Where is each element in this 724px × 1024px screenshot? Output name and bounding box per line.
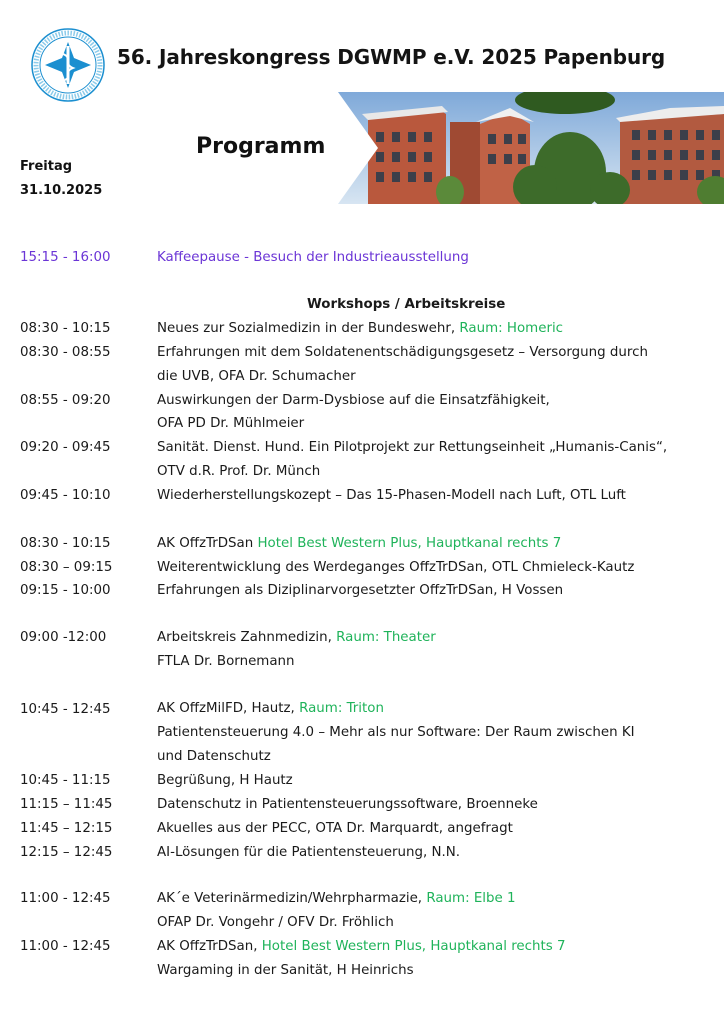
entry-text: AK´e Veterinärmedizin/Wehrpharmazie, — [157, 891, 427, 906]
schedule-entry-cont: Wargaming in der Sanität, H Heinrichs — [157, 963, 414, 978]
schedule-time: 09:15 - 10:00 — [20, 583, 111, 598]
entry-text: AK OffzTrDSan — [157, 536, 258, 551]
schedule-entry: Weiterentwicklung des Werdeganges OffzTrDSan, OTL Chmieleck-Kautz — [157, 560, 635, 575]
schedule-entry: Akuelles aus der PECC, OTA Dr. Marquardt, angefragt — [157, 821, 513, 836]
schedule-time: 11:00 - 12:45 — [20, 891, 111, 906]
day-name: Freitag — [20, 159, 73, 174]
day-date: 31.10.2025 — [20, 183, 103, 198]
schedule-time: 09:00 -12:00 — [20, 630, 107, 645]
schedule-entry: AI-Lösungen für die Patientensteuerung, N.N. — [157, 845, 461, 860]
schedule-entry — [157, 701, 384, 716]
entry-text: Neues zur Sozialmedizin in der Bundeswehr, — [157, 321, 460, 336]
day-label — [20, 155, 102, 203]
schedule-entry: Wiederherstellungskozept – Das 15-Phasen-Modell nach Luft, OTL Luft — [157, 488, 626, 503]
schedule-time: 08:30 – 09:15 — [20, 560, 113, 575]
schedule-entry-cont: und Datenschutz — [157, 749, 271, 764]
program-heading: Programm — [196, 134, 326, 159]
entry-text: Arbeitskreis Zahnmedizin, — [157, 630, 337, 645]
schedule-entry — [157, 939, 566, 954]
room-label: Raum: Theater — [336, 630, 436, 645]
schedule-entry: Datenschutz in Patientensteuerungssoftware, Broenneke — [157, 797, 538, 812]
schedule-time: 08:30 - 10:15 — [20, 321, 111, 336]
room-label: Raum: Triton — [299, 701, 384, 716]
schedule-time: 11:15 – 11:45 — [20, 797, 113, 812]
entry-text: AK OffzTrDSan, — [157, 939, 262, 954]
schedule-time: 09:20 - 09:45 — [20, 440, 111, 455]
schedule-time: 11:00 - 12:45 — [20, 939, 111, 954]
schedule-entry-cont: Patientensteuerung 4.0 – Mehr als nur Software: Der Raum zwischen KI — [157, 725, 635, 740]
schedule-time: 08:30 - 08:55 — [20, 345, 111, 360]
schedule-entry-cont: FTLA Dr. Bornemann — [157, 654, 295, 669]
room-label: Hotel Best Western Plus, Hauptkanal rechts 7 — [261, 939, 566, 954]
dgwmp-logo — [31, 28, 105, 102]
schedule-entry — [157, 321, 563, 336]
schedule-entry-cont: die UVB, OFA Dr. Schumacher — [157, 369, 356, 384]
schedule-time: 10:45 - 12:45 — [20, 702, 111, 717]
schedule-entry-cont: OTV d.R. Prof. Dr. Münch — [157, 464, 321, 479]
room-label: Raum: Elbe 1 — [426, 891, 516, 906]
schedule-entry-cont: OFAP Dr. Vongehr / OFV Dr. Fröhlich — [157, 915, 394, 930]
schedule-entry: Auswirkungen der Darm-Dysbiose auf die Einsatzfähigkeit, — [157, 393, 550, 408]
room-label: Raum: Homeric — [459, 321, 564, 336]
hotel-building-photo — [320, 92, 724, 204]
schedule-time: 08:30 - 10:15 — [20, 536, 111, 551]
room-label: Hotel Best Western Plus, Hauptkanal rechts 7 — [257, 536, 562, 551]
schedule-time: 10:45 - 11:15 — [20, 773, 111, 788]
schedule-entry: Erfahrungen mit dem Soldatenentschädigungsgesetz – Versorgung durch — [157, 345, 648, 360]
schedule-entry: Erfahrungen als Diziplinarvorgesetzter OffzTrDSan, H Vossen — [157, 583, 564, 598]
pause-text: Kaffeepause - Besuch der Industrieausstellung — [157, 250, 469, 265]
schedule-time: 08:55 - 09:20 — [20, 393, 111, 408]
entry-text: AK OffzMilFD, Hautz, — [157, 701, 300, 716]
schedule-time: 11:45 – 12:15 — [20, 821, 113, 836]
pause-time: 15:15 - 16:00 — [20, 250, 111, 265]
schedule-entry: Begrüßung, H Hautz — [157, 773, 293, 788]
schedule-entry-cont: OFA PD Dr. Mühlmeier — [157, 416, 305, 431]
workshops-heading: Workshops / Arbeitskreise — [307, 297, 506, 312]
schedule-entry — [157, 536, 561, 551]
schedule-time: 09:45 - 10:10 — [20, 488, 111, 503]
schedule-entry: Sanität. Dienst. Hund. Ein Pilotprojekt zur Rettungseinheit „Humanis-Canis“, — [157, 440, 668, 455]
schedule-entry — [157, 630, 436, 645]
congress-title: 56. Jahreskongress DGWMP e.V. 2025 Papenburg — [117, 45, 666, 69]
schedule-entry — [157, 891, 516, 906]
schedule-time: 12:15 – 12:45 — [20, 845, 113, 860]
